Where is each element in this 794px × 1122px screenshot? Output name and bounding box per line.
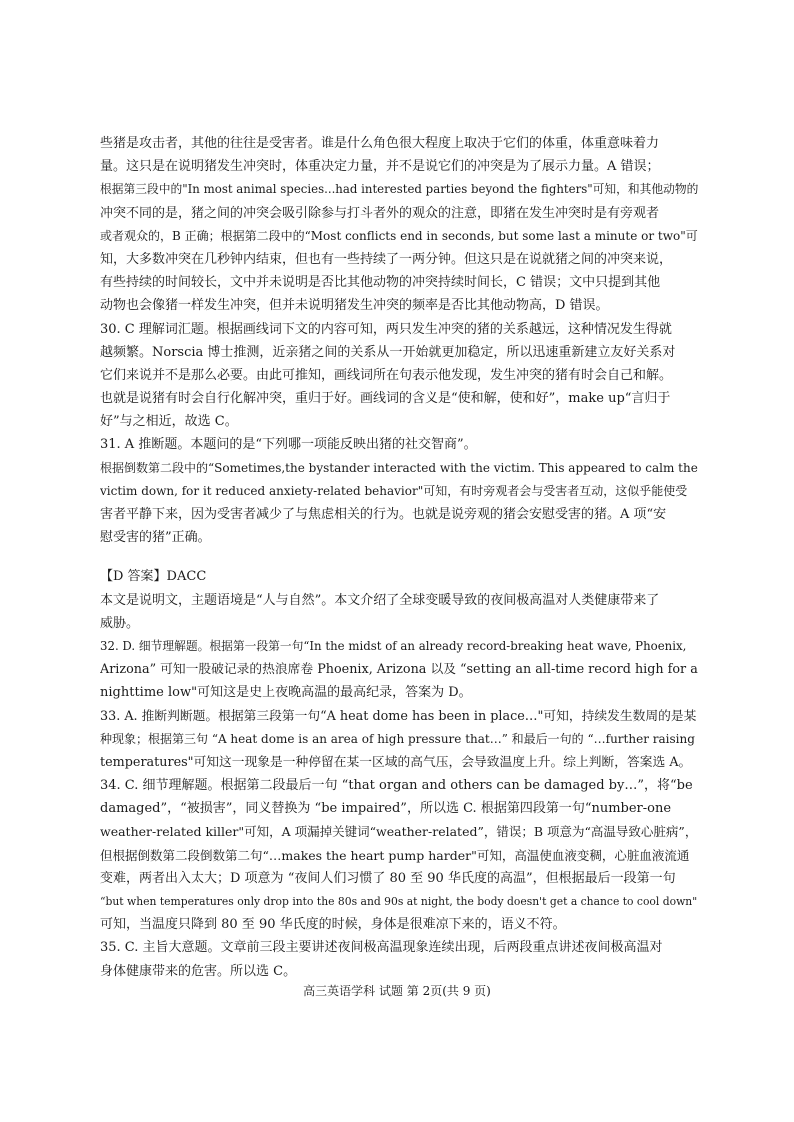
question-33-line: 33. A. 推断判断题。根据第三段第一句“A heat dome has been in place…"可知，持续发生数周的是某 (100, 708, 697, 724)
text-line: 本文是说明文，主题语境是“人与自然”。本文介绍了全球变暖导致的夜间极高温对人类健康带来了 (100, 592, 660, 608)
section-gap (100, 549, 698, 565)
question-30-line: 30. C 理解词汇题。根据画线词下文的内容可知，两只发生冲突的猪的关系越远，这种情况发生得就 (100, 321, 672, 337)
question-31-line: 31. A 推断题。本题问的是“下列哪一项能反映出猪的社交智商”。 (100, 437, 477, 453)
text-line: 慰受害的猪”正确。 (100, 530, 211, 546)
text-line: Arizona” 可知一股破记录的热浪席卷 Phoenix, Arizona 以及 “setting an all-time record high for a (100, 662, 698, 678)
text-line: 变难，两者出入太大；D 项意为 “夜间人们习惯了 80 至 90 华氏度的高温”，但根据最后一段第一句 (100, 870, 676, 886)
text-line: 种现象；根据第三句 “A heat dome is an area of high pressure that…” 和最后一句的 “…further raising (100, 731, 695, 746)
text-line: damaged”，“被损害”，同义替换为 “be impaired”，所以选 C. 根据第四段第一句“number-one (100, 801, 672, 817)
question-34-line: 34. C. 细节理解题。根据第二段最后一句 “that organ and others can be damaged by…”，将“be (100, 778, 693, 794)
text-line: 好”与之相近，故选 C。 (100, 414, 238, 430)
text-line: nighttime low"可知这是史上夜晚高温的最高纪录，答案为 D。 (100, 685, 472, 701)
text-line: 冲突不同的是，猪之间的冲突会吸引除参与打斗者外的观众的注意，即猪在发生冲突时是有旁观者 (100, 205, 660, 221)
text-line: 身体健康带来的危害。所以选 C。 (100, 963, 297, 979)
text-line: 根据倒数第二段中的“Sometimes,the bystander interacted with the victim. This appeared to calm the (100, 460, 698, 475)
page-footer: 高三英语学科 试题 第 2页(共 9 页) (303, 984, 491, 998)
text-line: 越频繁。Norscia 博士推测，近亲猪之间的关系从一开始就更加稳定，所以迅速重新建立友好关系对 (100, 344, 676, 360)
text-line: 可知，当温度只降到 80 至 90 华氏度的时候，身体是很难凉下来的，语义不符。 (100, 917, 566, 933)
text-line: 些猪是攻击者，其他的往往是受害者。谁是什么角色很大程度上取决于它们的体重，体重意味着力 (100, 136, 660, 151)
section-d-answer-heading: 【D 答案】DACC (100, 569, 207, 585)
question-35-line: 35. C. 主旨大意题。文章前三段主要讲述夜间极高温现象连续出现，后两段重点讲述夜间极高温对 (100, 940, 663, 956)
text-line: 也就是说猪有时会自行化解冲突，重归于好。画线词的含义是“使和解，使和好”，make up“言归于 (100, 391, 671, 407)
text-line: 但根据倒数第二段倒数第二句“…makes the heart pump harder"可知，高温使血液变稠，心脏血液流通 (100, 847, 690, 863)
text-line: 它们来说并不是那么必要。由此可推知，画线词所在句表示他发现，发生冲突的猪有时会自己和解。 (100, 367, 673, 383)
text-line: 威胁。 (100, 615, 140, 631)
text-line: 量。这只是在说明猪发生冲突时，体重决定力量，并不是说它们的冲突是为了展示力量。A 错误； (100, 159, 660, 175)
text-line: “but when temperatures only drop into the 80s and 90s at night, the body doesn't get a chance to cool down" (100, 895, 698, 908)
text-line: 根据第三段中的"In most animal species...had interested parties beyond the fighters"可知，和其他动物的 (100, 182, 698, 197)
text-line: 动物也会像猪一样发生冲突，但并未说明猪发生冲突的频率是否比其他动物高，D 错误。 (100, 298, 609, 314)
section-d-explanations (100, 565, 698, 982)
question-32-line: 32. D. 细节理解题。根据第一段第一句“In the midst of an already record-breaking heat wave, Phoenix, (100, 638, 687, 653)
section-c-explanations (100, 132, 698, 549)
text-line: temperatures"可知这一现象是一种停留在某一区域的高气压，会导致温度上升。综上判断，答案选 A。 (100, 754, 692, 770)
text-line: 有些持续的时间较长，文中并未说明是否比其他动物的冲突持续时间长，C 错误；文中只提到其他 (100, 275, 661, 291)
text-line: 知，大多数冲突在几秒钟内结束，但也有一些持续了一两分钟。但这只是在说就猪之间的冲突来说， (100, 251, 673, 267)
answer-explanation-body (100, 132, 698, 983)
text-line: weather-related killer"可知，A 项漏掉关键词“weather-related”，错误；B 项意为“高温导致心脏病”， (100, 824, 698, 840)
text-line: victim down, for it reduced anxiety-related behavior"可知，有时旁观者会与受害者互动，这似乎能使受 (100, 483, 688, 498)
text-line: 或者观众的，B 正确；根据第二段中的“Most conflicts end in seconds, but some last a minute or two"可 (100, 228, 698, 243)
text-line: 害者平静下来，因为受害者减少了与焦虑相关的行为。也就是说旁观的猪会安慰受害的猪。A 项“安 (100, 507, 667, 522)
